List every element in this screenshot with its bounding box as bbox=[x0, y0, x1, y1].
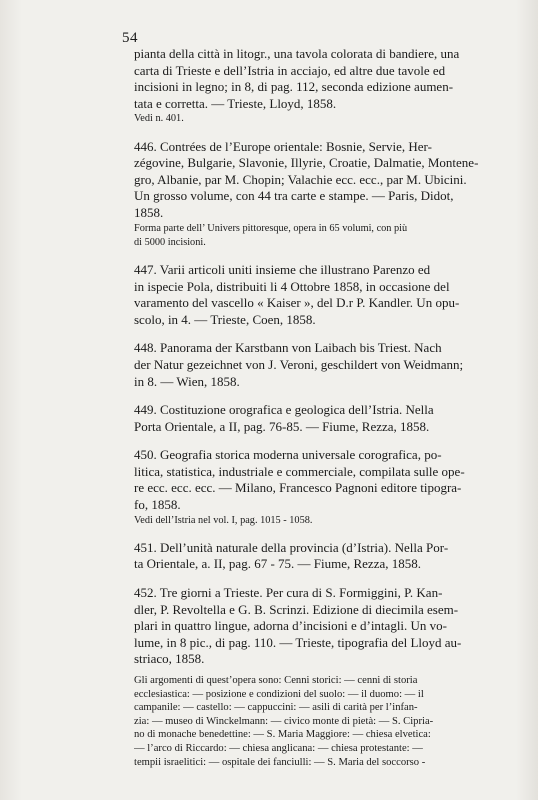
text-line: in ispecie Pola, distribuiti li 4 Ottobre 1858, in occasione del bbox=[134, 278, 450, 294]
entry-448 bbox=[134, 340, 510, 390]
entry-summary bbox=[134, 674, 510, 769]
text-line: 452. Tre giorni a Trieste. Per cura di S. Formiggini, P. Kan- bbox=[134, 585, 443, 601]
text-line: plari in quattro lingue, adorna d’incisioni e d’intagli. Un vo- bbox=[134, 618, 448, 634]
text-line: Un grosso volume, con 44 tra carte e stampe. — Paris, Didot, bbox=[134, 188, 454, 204]
summary-line: tempii israelitici: — ospitale dei fanciulli: — S. Maria del soccorso - bbox=[134, 756, 426, 768]
summary-line: — l’arco di Riccardo: — chiesa anglicana: — chiesa protestante: — bbox=[134, 743, 423, 754]
text-line: 449. Costituzione orografica e geologica dell’Istria. Nella bbox=[134, 402, 434, 418]
text-line: scolo, in 4. — Trieste, Coen, 1858. bbox=[134, 311, 316, 327]
text-line: 448. Panorama der Karstbann von Laibach bis Triest. Nach bbox=[134, 340, 442, 356]
text-line: Porta Orientale, a II, pag. 76-85. — Fiume, Rezza, 1858. bbox=[134, 418, 430, 434]
summary-line: no di monache benedettine: — S. Maria Maggiore: — chiesa elvetica: bbox=[134, 729, 431, 741]
note-line: Vedi n. 401. bbox=[134, 113, 184, 125]
summary-line: Gli argomenti di quest’opera sono: Cenni storici: — cenni di storia bbox=[134, 675, 418, 687]
text-line: in 8. — Wien, 1858. bbox=[134, 373, 240, 389]
text-line: incisioni in legno; in 8, di pag. 112, seconda edizione aumen- bbox=[134, 79, 454, 95]
text-line: varamento del vascello « Kaiser », del D.r P. Kandler. Un opu- bbox=[134, 295, 460, 311]
text-line: zégovine, Bulgarie, Slavonie, Illyrie, Croatie, Dalmatie, Montene- bbox=[134, 155, 479, 171]
page-text bbox=[134, 46, 510, 769]
entry-note bbox=[134, 514, 510, 528]
text-line: tata e corretta. — Trieste, Lloyd, 1858. bbox=[134, 95, 337, 111]
entry-450 bbox=[134, 447, 510, 513]
entry-452 bbox=[134, 585, 510, 668]
text-line: lume, in 8 pic., di pag. 110. — Trieste, tipografia del Lloyd au- bbox=[134, 634, 462, 650]
text-line: ta Orientale, a. II, pag. 67 - 75. — Fiume, Rezza, 1858. bbox=[134, 556, 421, 572]
text-line: gro, Albanie, par M. Chopin; Valachie ecc. ecc., par M. Ubicini. bbox=[134, 171, 467, 187]
summary-line: campanile: — castello: — cappuccini: — asili di carità per l’infan- bbox=[134, 702, 418, 714]
text-line: 446. Contrées de l’Europe orientale: Bosnie, Servie, Her- bbox=[134, 138, 432, 154]
text-line: der Natur gezeichnet von J. Veroni, geschildert von Weidmann; bbox=[134, 356, 464, 372]
text-line: dler, P. Revoltella e G. B. Scrinzi. Edizione di diecimila esem- bbox=[134, 601, 459, 617]
entry-note bbox=[134, 112, 510, 126]
page-number: 54 bbox=[122, 30, 138, 46]
summary-line: zia: — museo di Winckelmann: — civico monte di pietà: — S. Cipria- bbox=[134, 715, 434, 727]
text-line: 1858. bbox=[134, 204, 164, 220]
text-line: 450. Geografia storica moderna universale corografica, po- bbox=[134, 447, 442, 463]
text-line: litica, statistica, industriale e commerciale, compilata sulle ope- bbox=[134, 463, 465, 479]
note-line: Vedi dell’Istria nel vol. I, pag. 1015 - 1058. bbox=[134, 514, 313, 526]
entry-451 bbox=[134, 540, 510, 573]
entry-449 bbox=[134, 402, 510, 435]
entry-continuation bbox=[134, 46, 510, 112]
entry-note bbox=[134, 222, 510, 250]
text-line: fo, 1858. bbox=[134, 497, 181, 513]
entry-446 bbox=[134, 139, 510, 222]
note-line: di 5000 incisioni. bbox=[134, 236, 206, 248]
text-line: re ecc. ecc. ecc. — Milano, Francesco Pagnoni editore tipogra- bbox=[134, 480, 462, 496]
text-line: striaco, 1858. bbox=[134, 651, 205, 667]
text-line: carta di Trieste e dell’Istria in acciajo, ed altre due tavole ed bbox=[134, 62, 446, 78]
text-line: 447. Varii articoli uniti insieme che illustrano Parenzo ed bbox=[134, 261, 431, 277]
summary-line: ecclesiastica: — posizione e condizioni del suolo: — il duomo: — il bbox=[134, 688, 424, 700]
note-line: Forma parte dell’ Univers pittoresque, opera in 65 volumi, con più bbox=[134, 222, 408, 234]
entry-447 bbox=[134, 262, 510, 328]
text-line: 451. Dell’unità naturale della provincia (d’Istria). Nella Por- bbox=[134, 539, 449, 555]
text-line: pianta della città in litogr., una tavola colorata di bandiere, una bbox=[134, 46, 460, 61]
